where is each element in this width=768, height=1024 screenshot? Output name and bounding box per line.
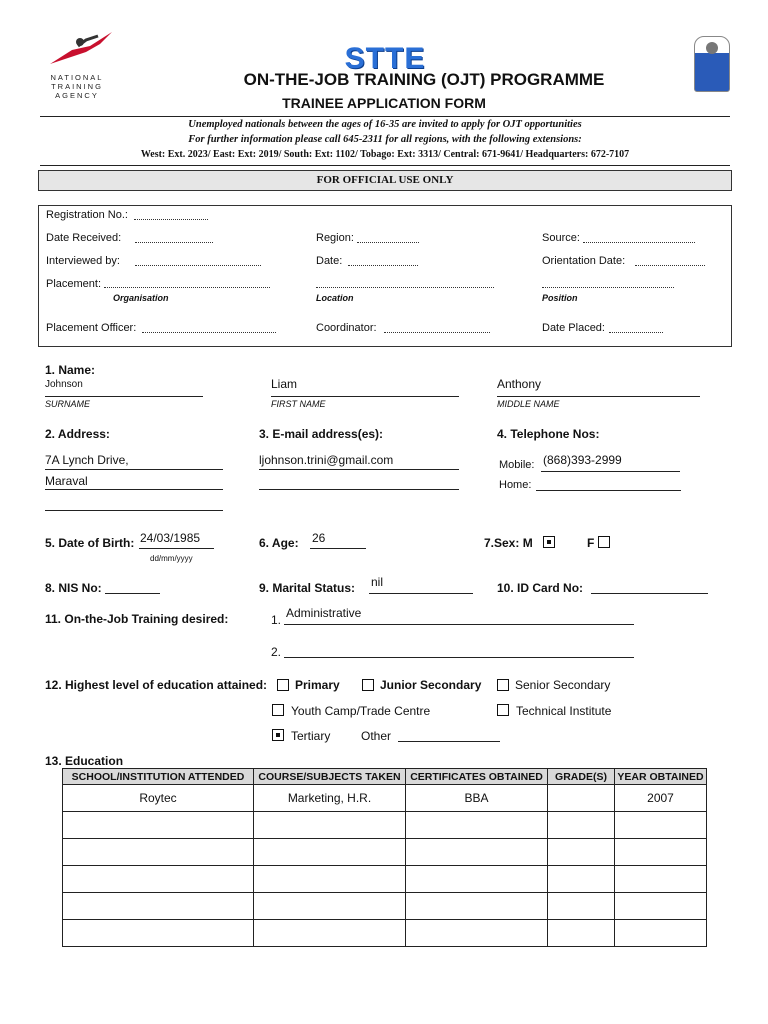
placement-label: Placement: [46,278,102,290]
ojt-choice1-num: 1. [271,613,282,627]
nta-logo-text: NATIONAL TRAINING AGENCY [50,73,104,100]
dob-format-caption: dd/mm/yyyy [150,554,193,563]
marital-field[interactable] [369,593,473,594]
region-field[interactable] [357,242,419,243]
id-card-label: 10. ID Card No: [497,581,584,595]
form-subtitle: TRAINEE APPLICATION FORM [282,95,486,111]
tertiary-checkbox[interactable] [272,729,284,741]
form-title: ON-THE-JOB TRAINING (OJT) PROGRAMME [243,70,605,89]
cell-grades[interactable] [548,866,615,893]
age-value: 26 [312,531,326,545]
placement-position-field[interactable] [542,287,674,288]
cell-grades[interactable] [548,893,615,920]
nta-logo-figure-icon [42,28,122,68]
official-use-banner: FOR OFFICIAL USE ONLY [38,170,732,191]
senior-secondary-label: Senior Secondary [515,678,611,692]
surname-field[interactable] [45,396,203,397]
region-label: Region: [316,232,354,244]
youth-camp-label: Youth Camp/Trade Centre [291,704,431,718]
marital-value: nil [371,575,384,589]
cell-course[interactable] [254,812,406,839]
age-label: 6. Age: [259,536,299,550]
organisation-caption: Organisation [113,293,169,303]
cell-year[interactable] [615,866,707,893]
nis-label: 8. NIS No: [45,581,102,595]
email-field-1[interactable] [259,469,459,470]
interviewed-by-label: Interviewed by: [46,255,120,267]
name-label: 1. Name: [45,363,96,377]
cell-school[interactable] [63,866,254,893]
sex-label: 7.Sex: M [484,536,533,550]
nis-field[interactable] [105,593,160,594]
table-row [63,866,707,893]
middle-name-field[interactable] [497,396,700,397]
table-row [63,785,707,812]
ojt-label: 11. On-the-Job Training desired: [45,612,229,626]
primary-label: Primary [295,678,340,692]
location-caption: Location [316,293,354,303]
note-eligibility: Unemployed nationals between the ages of 16-35 are invited to apply for OJT opportunities [188,119,582,130]
placement-officer-label: Placement Officer: [46,322,137,334]
other-field[interactable] [398,741,500,742]
email-field-2[interactable] [259,489,459,490]
primary-checkbox[interactable] [277,679,289,691]
junior-secondary-label: Junior Secondary [380,678,482,692]
cell-year[interactable] [615,893,707,920]
date-field[interactable] [348,265,418,266]
date-received-label: Date Received: [46,232,122,244]
cell-certificates[interactable] [406,893,548,920]
cell-grades[interactable] [548,920,615,947]
note-phone: For further information please call 645-2311 for all regions, with the following extensions: [188,134,582,145]
header-rule-top [40,116,730,117]
age-field[interactable] [310,548,366,549]
surname-value: Johnson [45,379,83,390]
stte-logo: STTE [344,42,426,75]
coordinator-label: Coordinator: [316,322,377,334]
cell-certificates[interactable] [406,812,548,839]
placement-officer-field[interactable] [142,332,276,333]
cell-school[interactable] [63,839,254,866]
cell-school[interactable]: Roytec [63,785,254,812]
address-line2-value: Maraval [45,474,88,488]
header-year: YEAR OBTAINED [615,769,707,785]
first-name-value: Liam [271,377,298,391]
cell-school[interactable] [63,812,254,839]
date-received-field[interactable] [135,242,213,243]
first-name-caption: FIRST NAME [271,399,326,409]
sex-male-checkbox[interactable] [543,536,555,548]
cell-year[interactable] [615,920,707,947]
cell-grades[interactable] [548,839,615,866]
technical-institute-checkbox[interactable] [497,704,509,716]
table-row [63,920,707,947]
placement-organisation-field[interactable] [104,287,270,288]
address-line1-field[interactable] [45,469,223,470]
cell-course[interactable] [254,866,406,893]
cell-year[interactable]: 2007 [615,785,707,812]
date-placed-field[interactable] [609,332,663,333]
ojt-choice2-field[interactable] [284,657,634,658]
mobile-value: (868)393-2999 [543,453,622,467]
placement-location-field[interactable] [316,287,494,288]
ojt-choice1-field[interactable] [284,624,634,625]
cell-course[interactable] [254,839,406,866]
ojt-choice1-value: Administrative [286,606,362,620]
registration-label: Registration No.: [46,209,128,221]
id-card-field[interactable] [591,593,708,594]
source-label: Source: [542,232,580,244]
youth-camp-checkbox[interactable] [272,704,284,716]
date-label: Date: [316,255,343,267]
interviewed-by-field[interactable] [135,265,261,266]
telephone-label: 4. Telephone Nos: [497,427,600,441]
crest-icon [695,37,729,57]
header-school: SCHOOL/INSTITUTION ATTENDED [63,769,254,785]
cell-course[interactable]: Marketing, H.R. [254,785,406,812]
orientation-date-label: Orientation Date: [542,255,626,267]
cell-certificates[interactable] [406,920,548,947]
official-use-box [38,205,732,347]
dob-value: 24/03/1985 [140,531,201,545]
sex-female-label: F [587,536,595,550]
cell-school[interactable] [63,920,254,947]
cell-year[interactable] [615,839,707,866]
table-row [63,839,707,866]
first-name-field[interactable] [271,396,459,397]
address-line1-value: 7A Lynch Drive, [45,453,129,467]
mobile-field[interactable] [541,471,680,472]
education-level-label: 12. Highest level of education attained: [45,678,268,692]
cell-year[interactable] [615,812,707,839]
header-certificates: CERTIFICATES OBTAINED [406,769,548,785]
cell-grades[interactable] [548,785,615,812]
note-extensions: West: Ext. 2023/ East: Ext: 2019/ South: Ext: 1102/ Tobago: Ext: 3313/ Central: 671-9641/ Headquarters: 672-7107 [140,149,630,160]
sex-female-checkbox[interactable] [598,536,610,548]
tertiary-label: Tertiary [291,729,331,743]
header-grades: GRADE(S) [548,769,615,785]
position-caption: Position [542,293,578,303]
coordinator-field[interactable] [384,332,490,333]
ojt-choice2-num: 2. [271,645,282,659]
other-label: Other [361,729,392,743]
table-row [63,893,707,920]
junior-secondary-checkbox[interactable] [362,679,374,691]
cell-school[interactable] [63,893,254,920]
education-table [62,768,707,947]
cell-certificates[interactable] [406,866,548,893]
address-line3-field[interactable] [45,510,223,511]
technical-institute-label: Technical Institute [516,704,612,718]
senior-secondary-checkbox[interactable] [497,679,509,691]
dob-label: 5. Date of Birth: [45,536,135,550]
registration-field[interactable] [134,219,208,220]
email-label: 3. E-mail address(es): [259,427,384,441]
mobile-label: Mobile: [499,459,535,471]
cell-certificates[interactable] [406,839,548,866]
address-line2-field[interactable] [45,489,223,490]
dob-field[interactable] [139,548,214,549]
orientation-date-field[interactable] [635,265,705,266]
source-field[interactable] [583,242,695,243]
education-table-label: 13. Education [45,754,124,768]
cell-certificates[interactable]: BBA [406,785,548,812]
home-field[interactable] [536,490,681,491]
middle-name-caption: MIDDLE NAME [497,399,560,409]
cell-course[interactable] [254,893,406,920]
email-value: ljohnson.trini@gmail.com [259,453,394,467]
cell-course[interactable] [254,920,406,947]
home-label: Home: [499,479,532,491]
cell-grades[interactable] [548,812,615,839]
date-placed-label: Date Placed: [542,322,605,334]
marital-label: 9. Marital Status: [259,581,356,595]
table-row [63,812,707,839]
header-course: COURSE/SUBJECTS TAKEN [254,769,406,785]
education-header-row [63,769,707,785]
surname-caption: SURNAME [45,399,91,409]
header-rule-bottom [40,165,730,166]
middle-name-value: Anthony [497,377,542,391]
address-label: 2. Address: [45,427,110,441]
